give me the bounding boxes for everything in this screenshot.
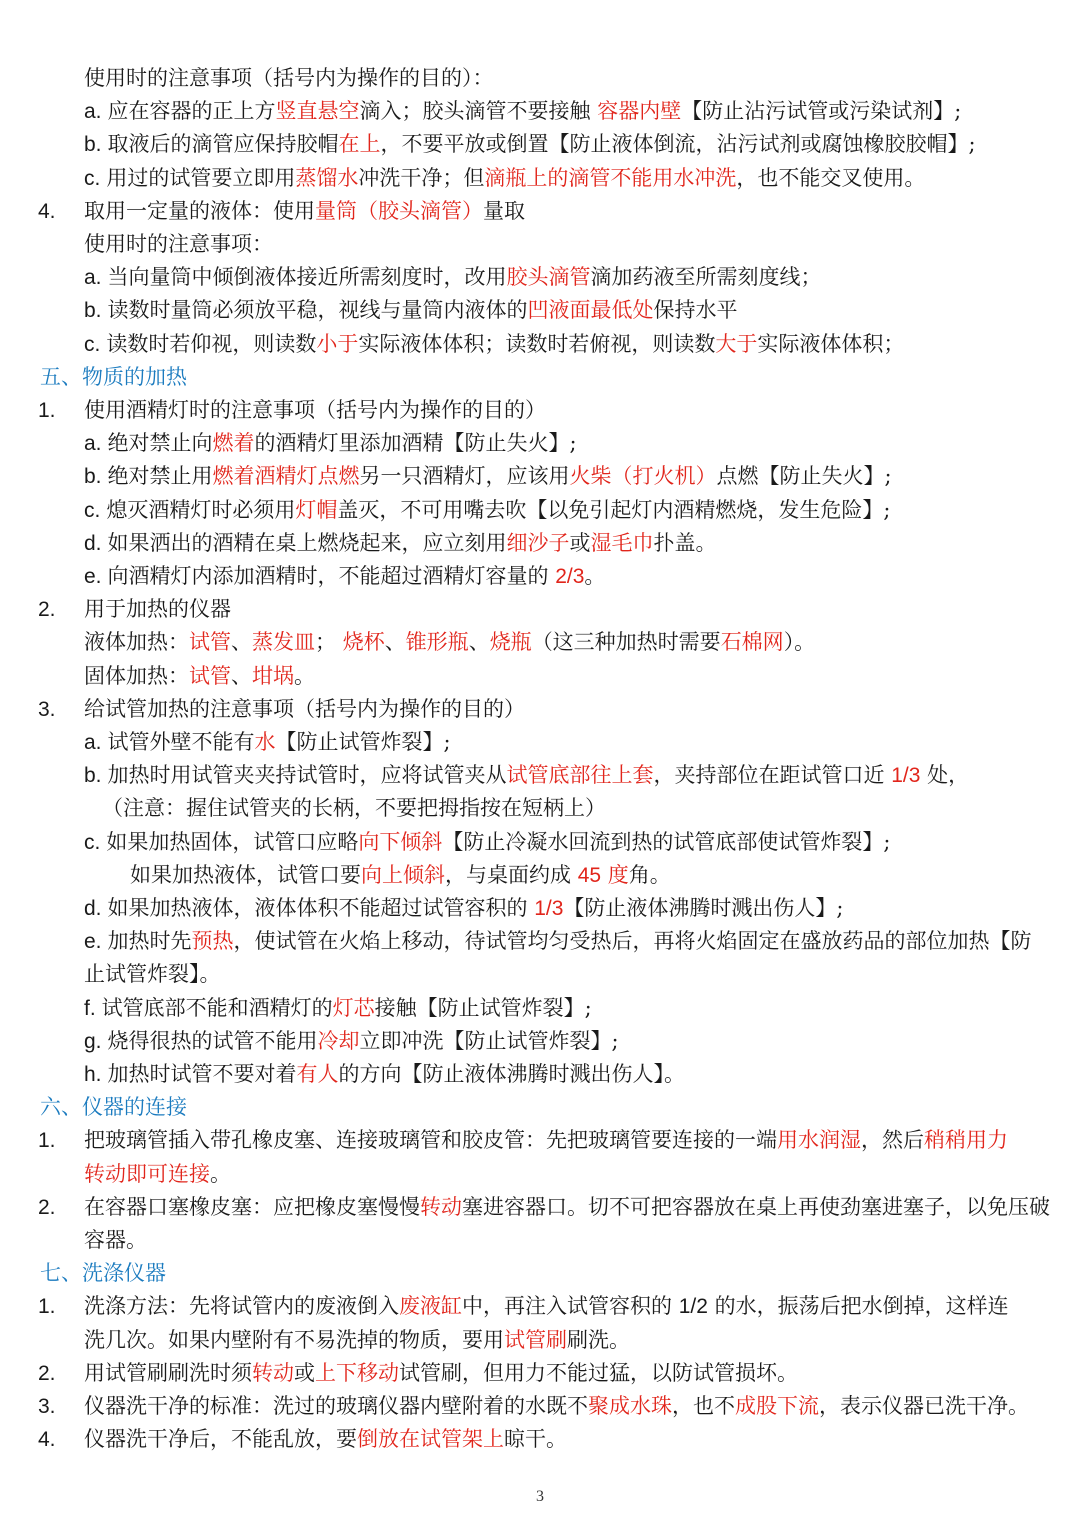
body-text: 液体加热： (84, 630, 189, 654)
item-number: 1. (38, 399, 56, 422)
text-line (84, 826, 1066, 859)
body-text: 熄灭酒精灯时必须用 (106, 498, 296, 522)
body-text: 如果加热液体，试管口要 (130, 863, 361, 887)
text-line (84, 1423, 1066, 1456)
body-text: 如果洒出的酒精在桌上燃烧起来，应立刻用 (107, 531, 507, 555)
body-text: 使用酒精灯时的注意事项（括号内为操作的目的） (84, 398, 546, 422)
text-line (84, 1191, 1066, 1224)
highlight-text: 坩埚 (252, 664, 294, 688)
body-text: 。 (584, 564, 606, 588)
body-text: 或 (569, 531, 591, 555)
item-number: 2. (38, 598, 56, 621)
body-text: ，不要平放或倒置【防止液体倒流，沾污试剂或腐蚀橡胶胶帽】; (380, 132, 976, 156)
highlight-text: 石棉网 (720, 630, 784, 654)
highlight-text: 大于 (715, 332, 758, 356)
body-text: ，使试管在火焰上移动，待试管均匀受热后，再将火焰固定在盛放药品的部位加热【防 (233, 929, 1032, 953)
body-text: （这三种加热时需要 (531, 630, 721, 654)
item-number: 4. (38, 200, 56, 223)
text-line (84, 128, 1066, 161)
highlight-text: 1/3 (534, 897, 564, 920)
body-text: 中，再注入试管容积的 (462, 1294, 679, 1318)
text-line (84, 1324, 1066, 1357)
body-text: ，夹持部位在距试管口近 (653, 763, 892, 787)
body-text: 使用时的注意事项： (84, 232, 273, 256)
body-text: 洗几次。如果内壁附有不易洗掉的物质，要用 (84, 1328, 504, 1352)
body-text: 【防止液体沸腾时溅出伤人】; (563, 896, 844, 920)
highlight-text: 用水润湿 (777, 1128, 861, 1152)
item-number: 1. (38, 1295, 56, 1318)
body-text: （注意：握住试管夹的长柄，不要把拇指按在短柄上） (102, 796, 606, 820)
body-text: 、 (468, 630, 490, 654)
body-text: 量取 (483, 199, 525, 223)
item-label: a. (84, 432, 102, 455)
body-text: 容器。 (84, 1228, 147, 1252)
highlight-text: 胶头滴管 (506, 265, 591, 289)
text-line (130, 859, 1066, 892)
item-label: b. (84, 465, 102, 488)
body-text: ，表示仪器已洗干净。 (819, 1394, 1029, 1418)
body-text: 固体加热： (84, 664, 189, 688)
highlight-text: 1/3 (891, 764, 921, 787)
body-text: 实际液体体积；读数时若俯视，则读数 (358, 332, 716, 356)
text-line (84, 925, 1066, 958)
item-label: d. (84, 532, 102, 555)
body-text: 读数时量筒必须放平稳，视线与量筒内液体的 (107, 298, 528, 322)
highlight-text: 容器内壁 (597, 99, 682, 123)
text-line (84, 1158, 1066, 1191)
body-text: 点燃【防止失火】; (716, 464, 892, 488)
highlight-text: 有人 (296, 1062, 339, 1086)
item-number: 2. (38, 1362, 56, 1385)
body-text: 取用一定量的液体：使用 (84, 199, 315, 223)
text-line (84, 726, 1066, 759)
text-line (84, 1025, 1066, 1058)
text-line (84, 1124, 1066, 1157)
highlight-text: 灯帽 (295, 498, 338, 522)
item-label: c. (84, 499, 101, 522)
body-text: 加热时先 (107, 929, 192, 953)
body-text: ，与桌面约成 (445, 863, 578, 887)
text-line (84, 1290, 1066, 1323)
highlight-text: 烧杯 (342, 630, 385, 654)
item-label: a. (84, 100, 102, 123)
highlight-text: 在上 (338, 132, 381, 156)
item-number: 3. (38, 1395, 56, 1418)
highlight-text: 试管 (189, 664, 231, 688)
item-label: b. (84, 764, 102, 787)
text-line (84, 1224, 1066, 1257)
body-text: 试管外壁不能有 (107, 730, 255, 754)
text-line (84, 992, 1066, 1025)
body-text: 塞进容器口。切不可把容器放在桌上再使劲塞进塞子，以免压破 (462, 1195, 1050, 1219)
highlight-text: 向上倾斜 (361, 863, 445, 887)
body-text: 的方向【防止液体沸腾时溅出伤人】。 (338, 1062, 686, 1086)
body-text: 滴入；胶头滴管不要接触 (359, 99, 598, 123)
body-text: 的水，振荡后把水倒掉，这样连 (707, 1294, 1009, 1318)
highlight-text: 蒸发皿 (252, 630, 315, 654)
highlight-text: 竖直悬空 (275, 99, 360, 123)
body-text: 冲洗干净；但 (358, 166, 485, 190)
body-text: 给试管加热的注意事项（括号内为操作的目的） (84, 697, 525, 721)
body-text: 加热时试管不要对着 (107, 1062, 297, 1086)
highlight-text: 水 (254, 730, 276, 754)
highlight-text: 滴瓶上的滴管不能用水冲洗 (484, 166, 737, 190)
text-line (84, 660, 1066, 693)
section-heading: 七、洗涤仪器 (40, 1261, 166, 1285)
body-text: 角。 (628, 863, 671, 887)
item-number: 2. (38, 1196, 56, 1219)
body-text: 用过的试管要立即用 (106, 166, 296, 190)
highlight-text: 试管 (189, 630, 231, 654)
highlight-text: 度 (601, 863, 629, 887)
highlight-text: 冷却 (317, 1029, 360, 1053)
highlight-text: 2/3 (555, 565, 585, 588)
body-text: 盖灭，不可用嘴去吹【以免引起灯内酒精燃烧，发生危险】; (337, 498, 891, 522)
body-text: 烧得很热的试管不能用 (107, 1029, 318, 1053)
text-line (84, 693, 1066, 726)
item-number: 4. (38, 1428, 56, 1451)
item-label: d. (84, 897, 102, 920)
item-label: g. (84, 1030, 102, 1053)
body-text: 立即冲洗【防止试管炸裂】; (359, 1029, 619, 1053)
highlight-text: 45 (577, 864, 602, 887)
body-text: 止试管炸裂】。 (84, 962, 221, 986)
text-line (84, 1390, 1066, 1423)
section-heading: 五、物质的加热 (40, 365, 187, 389)
body-text: 洗涤方法：先将试管内的废液倒入 (84, 1294, 399, 1318)
body-text: 扑盖。 (653, 531, 717, 555)
text-line (84, 759, 1066, 792)
body-text: ，然后 (861, 1128, 924, 1152)
item-label: a. (84, 731, 102, 754)
highlight-text: 上下移动 (315, 1361, 399, 1385)
highlight-text: 废液缸 (399, 1294, 462, 1318)
text-line (84, 593, 1066, 626)
body-text: 试管刷，但用力不能过猛，以防试管损坏。 (399, 1361, 798, 1385)
highlight-text: 聚成水珠 (588, 1394, 672, 1418)
body-text: 【防止冷凝水回流到热的试管底部使试管炸裂】; (442, 830, 891, 854)
body-text: 把玻璃管插入带孔橡皮塞、连接玻璃管和胶皮管：先把玻璃管要连接的一端 (84, 1128, 777, 1152)
body-text: 仪器洗干净的标准：洗过的玻璃仪器内壁附着的水既不 (84, 1394, 588, 1418)
body-text: 刷洗。 (567, 1328, 630, 1352)
body-text: 加热时用试管夹夹持试管时，应将试管夹从 (107, 763, 507, 787)
highlight-text: 试管刷 (504, 1328, 567, 1352)
item-label: b. (84, 133, 102, 156)
item-number: 1. (38, 1129, 56, 1152)
item-label: h. (84, 1063, 102, 1086)
highlight-text: 烧瓶 (489, 630, 532, 654)
text-line (84, 958, 1066, 991)
body-text: ； (315, 630, 343, 654)
highlight-text: 蒸馏水 (295, 166, 359, 190)
body-text: 绝对禁止用 (107, 464, 213, 488)
body-text: 。 (210, 1162, 231, 1186)
highlight-text: 锥形瓶 (405, 630, 469, 654)
text-line (84, 228, 1066, 261)
body-text: 处， (920, 763, 970, 787)
body-text: 绝对禁止向 (107, 431, 213, 455)
text-line (84, 195, 1066, 228)
body-text: 取液后的滴管应保持胶帽 (107, 132, 339, 156)
body-text: 试管底部不能和酒精灯的 (101, 996, 333, 1020)
highlight-text: 湿毛巾 (590, 531, 654, 555)
item-label: f. (84, 997, 96, 1020)
body-text: 【防止试管炸裂】; (275, 730, 451, 754)
text-line (84, 95, 1066, 128)
highlight-text: 小于 (316, 332, 359, 356)
body-text: 或 (294, 1361, 315, 1385)
highlight-text: 细沙子 (506, 531, 570, 555)
highlight-text: 燃着酒精灯点燃 (212, 464, 360, 488)
highlight-text: 稍稍用力 (924, 1128, 1008, 1152)
item-label: b. (84, 299, 102, 322)
highlight-text: 成股下流 (735, 1394, 819, 1418)
body-text: 如果加热液体，液体体积不能超过试管容积的 (107, 896, 535, 920)
body-text: ）。 (783, 630, 816, 654)
text-line (84, 1058, 1066, 1091)
text-line (84, 1357, 1066, 1390)
body-text: 用试管刷刷洗时须 (84, 1361, 252, 1385)
text-line (84, 494, 1066, 527)
body-text: 读数时若仰视，则读数 (106, 332, 317, 356)
body-text: 的酒精灯里添加酒精【防止失火】; (254, 431, 577, 455)
text-line (84, 427, 1066, 460)
body-text: 滴加药液至所需刻度线； (590, 265, 822, 289)
text-line (84, 261, 1066, 294)
text-line (84, 62, 1066, 95)
body-text: 在容器口塞橡皮塞：应把橡皮塞慢慢 (84, 1195, 420, 1219)
section-heading: 六、仪器的连接 (40, 1095, 187, 1119)
text-line (102, 792, 1066, 825)
item-label: c. (84, 333, 101, 356)
body-text: 、 (231, 630, 252, 654)
text-line (84, 892, 1066, 925)
body-text: 实际液体体积； (757, 332, 905, 356)
text-line (84, 394, 1066, 427)
body-text: ，也不 (672, 1394, 735, 1418)
body-text: 当向量筒中倾倒液体接近所需刻度时，改用 (107, 265, 507, 289)
highlight-text: 凹液面最低处 (527, 298, 654, 322)
body-text: 使用时的注意事项（括号内为操作的目的）： (84, 66, 494, 90)
body-text: 仪器洗干净后，不能乱放，要 (84, 1427, 357, 1451)
body-text: 如果加热固体，试管口应略 (106, 830, 359, 854)
body-text: 、 (231, 664, 252, 688)
body-text: 用于加热的仪器 (84, 597, 231, 621)
highlight-text: 转动 (420, 1195, 462, 1219)
item-label: c. (84, 831, 101, 854)
body-text: 另一只酒精灯，应该用 (359, 464, 570, 488)
highlight-text: 预热 (191, 929, 234, 953)
highlight-text: 试管底部往上套 (506, 763, 654, 787)
text-line (84, 328, 1066, 361)
text-line (84, 626, 1066, 659)
body-text: 【防止沾污试管或污染试剂】; (681, 99, 962, 123)
item-label: a. (84, 266, 102, 289)
text-line (84, 560, 1066, 593)
item-number: 3. (38, 698, 56, 721)
body-text: 向酒精灯内添加酒精时，不能超过酒精灯容量的 (107, 564, 556, 588)
body-text: 保持水平 (653, 298, 738, 322)
body-text: ，也不能交叉使用。 (736, 166, 926, 190)
body-text: 1/2 (678, 1295, 708, 1318)
item-label: c. (84, 167, 101, 190)
highlight-text: 灯芯 (332, 996, 375, 1020)
text-line (84, 527, 1066, 560)
item-label: e. (84, 565, 102, 588)
highlight-text: 转动即可连接 (84, 1162, 210, 1186)
item-label: e. (84, 930, 102, 953)
highlight-text: 燃着 (212, 431, 255, 455)
highlight-text: 转动 (252, 1361, 294, 1385)
text-line (84, 162, 1066, 195)
body-text: 应在容器的正上方 (107, 99, 276, 123)
highlight-text: 倒放在试管架上 (357, 1427, 504, 1451)
text-line (84, 460, 1066, 493)
text-line (84, 294, 1066, 327)
body-text: 、 (384, 630, 406, 654)
body-text: 接触【防止试管炸裂】; (374, 996, 592, 1020)
highlight-text: 火柴（打火机） (569, 464, 717, 488)
body-text: 。 (294, 664, 315, 688)
highlight-text: 向下倾斜 (358, 830, 443, 854)
highlight-text: 量筒（胶头滴管） (315, 199, 483, 223)
body-text: 晾干。 (504, 1427, 567, 1451)
page-number: 3 (536, 1488, 544, 1505)
